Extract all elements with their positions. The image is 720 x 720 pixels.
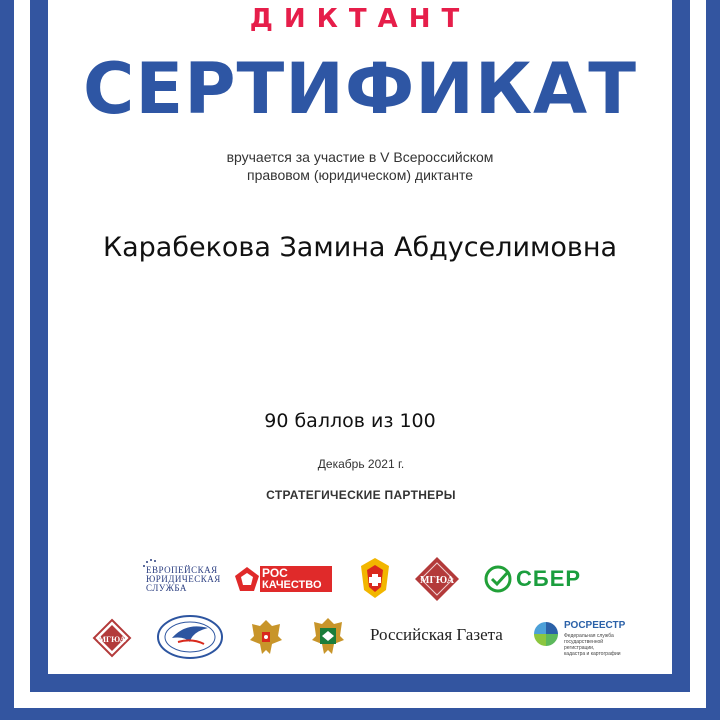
sber-logo <box>484 564 584 594</box>
euro-line-1: ЕВРОПЕЙСКАЯ <box>146 565 218 575</box>
certificate-title: СЕРТИФИКАТ <box>83 48 637 130</box>
emergency-ministry-emblem-icon <box>358 556 392 600</box>
euro-legal-service-logo <box>134 558 221 598</box>
ros-box-bottom: КАЧЕСТВО <box>262 579 322 591</box>
lawyers-association-logo <box>156 614 224 660</box>
certificate-subtitle <box>0 148 720 184</box>
event-word: ДИКТАНТ <box>249 4 471 34</box>
mgyua-label: МГЮА <box>420 575 454 586</box>
date-text: Декабрь 2021 г. <box>317 457 405 471</box>
fns-emblem-icon <box>308 614 348 660</box>
mgyua-small-label: МГЮА <box>98 635 126 644</box>
rosreestr-leaf-icon <box>532 620 560 650</box>
sber-label: СБЕР <box>516 566 582 591</box>
score-text: 90 баллов из 100 <box>264 410 436 432</box>
subtitle-line-1: вручается за участие в V Всероссийском <box>226 149 494 165</box>
rg-label: Российская Газета <box>370 625 503 644</box>
partners-heading: СТРАТЕГИЧЕСКИЕ ПАРТНЕРЫ <box>266 488 456 502</box>
rosreestr-sub-3: кадастра и картографии <box>564 651 621 657</box>
rosreestr-sub-1: Федеральная служба <box>564 633 614 639</box>
euro-line-3: СЛУЖБА <box>146 583 187 593</box>
sber-check-icon <box>484 565 512 593</box>
rosreestr-title: РОСРЕЕСТР <box>564 620 626 631</box>
rosreestr-sub-2: государственной регистрации, <box>564 639 604 651</box>
double-eagle-emblem-icon <box>248 616 284 658</box>
ros-box-top: РОС <box>262 566 288 580</box>
mgyua-seal-logo <box>92 618 132 658</box>
recipient-name: Карабекова Замина Абдуселимовна <box>102 232 618 263</box>
rosreestr-logo <box>532 616 632 660</box>
subtitle-line-2: правовом (юридическом) диктанте <box>247 167 473 183</box>
roskachestvo-logo <box>234 564 332 594</box>
euro-line-2: ЮРИДИЧЕСКАЯ <box>146 574 221 584</box>
pentagon-icon <box>234 566 260 592</box>
mgyua-logo <box>414 556 460 602</box>
